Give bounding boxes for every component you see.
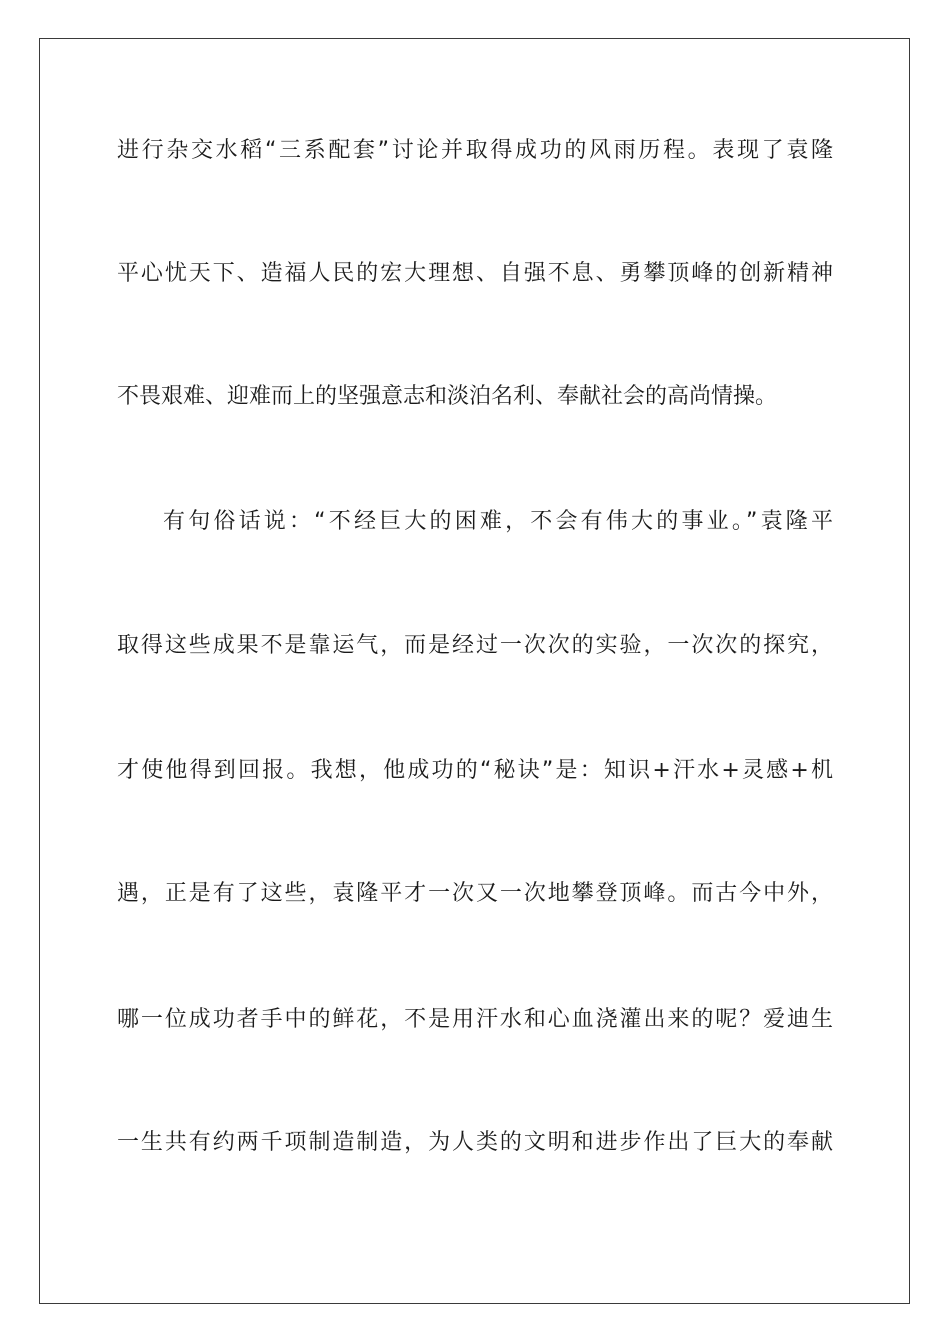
- page-border: [39, 38, 910, 1304]
- paragraph-line-7: 遇，正是有了这些，袁隆平才一次又一次地攀登顶峰。而古今中外，: [117, 881, 833, 906]
- paragraph-line-3: 不畏艰难、迎难而上的坚强意志和淡泊名利、奉献社会的高尚情操。: [117, 384, 778, 409]
- paragraph-line-5: 取得这些成果不是靠运气，而是经过一次次的实验，一次次的探究，: [117, 633, 833, 658]
- paragraph-line-4: 有句俗话说：“不经巨大的困难，不会有伟大的事业。”袁隆平: [163, 509, 834, 534]
- paragraph-line-8: 哪一位成功者手中的鲜花，不是用汗水和心血浇灌出来的呢？爱迪生: [117, 1007, 833, 1032]
- paragraph-line-6: 才使他得到回报。我想，他成功的“秘诀”是：知识+汗水+灵感+机: [117, 758, 833, 783]
- paragraph-line-1: 进行杂交水稻“三系配套”讨论并取得成功的风雨历程。表现了袁隆: [117, 138, 833, 163]
- paragraph-line-2: 平心忧天下、造福人民的宏大理想、自强不息、勇攀顶峰的创新精神: [117, 261, 833, 286]
- paragraph-line-9: 一生共有约两千项制造制造，为人类的文明和进步作出了巨大的奉献: [117, 1130, 833, 1155]
